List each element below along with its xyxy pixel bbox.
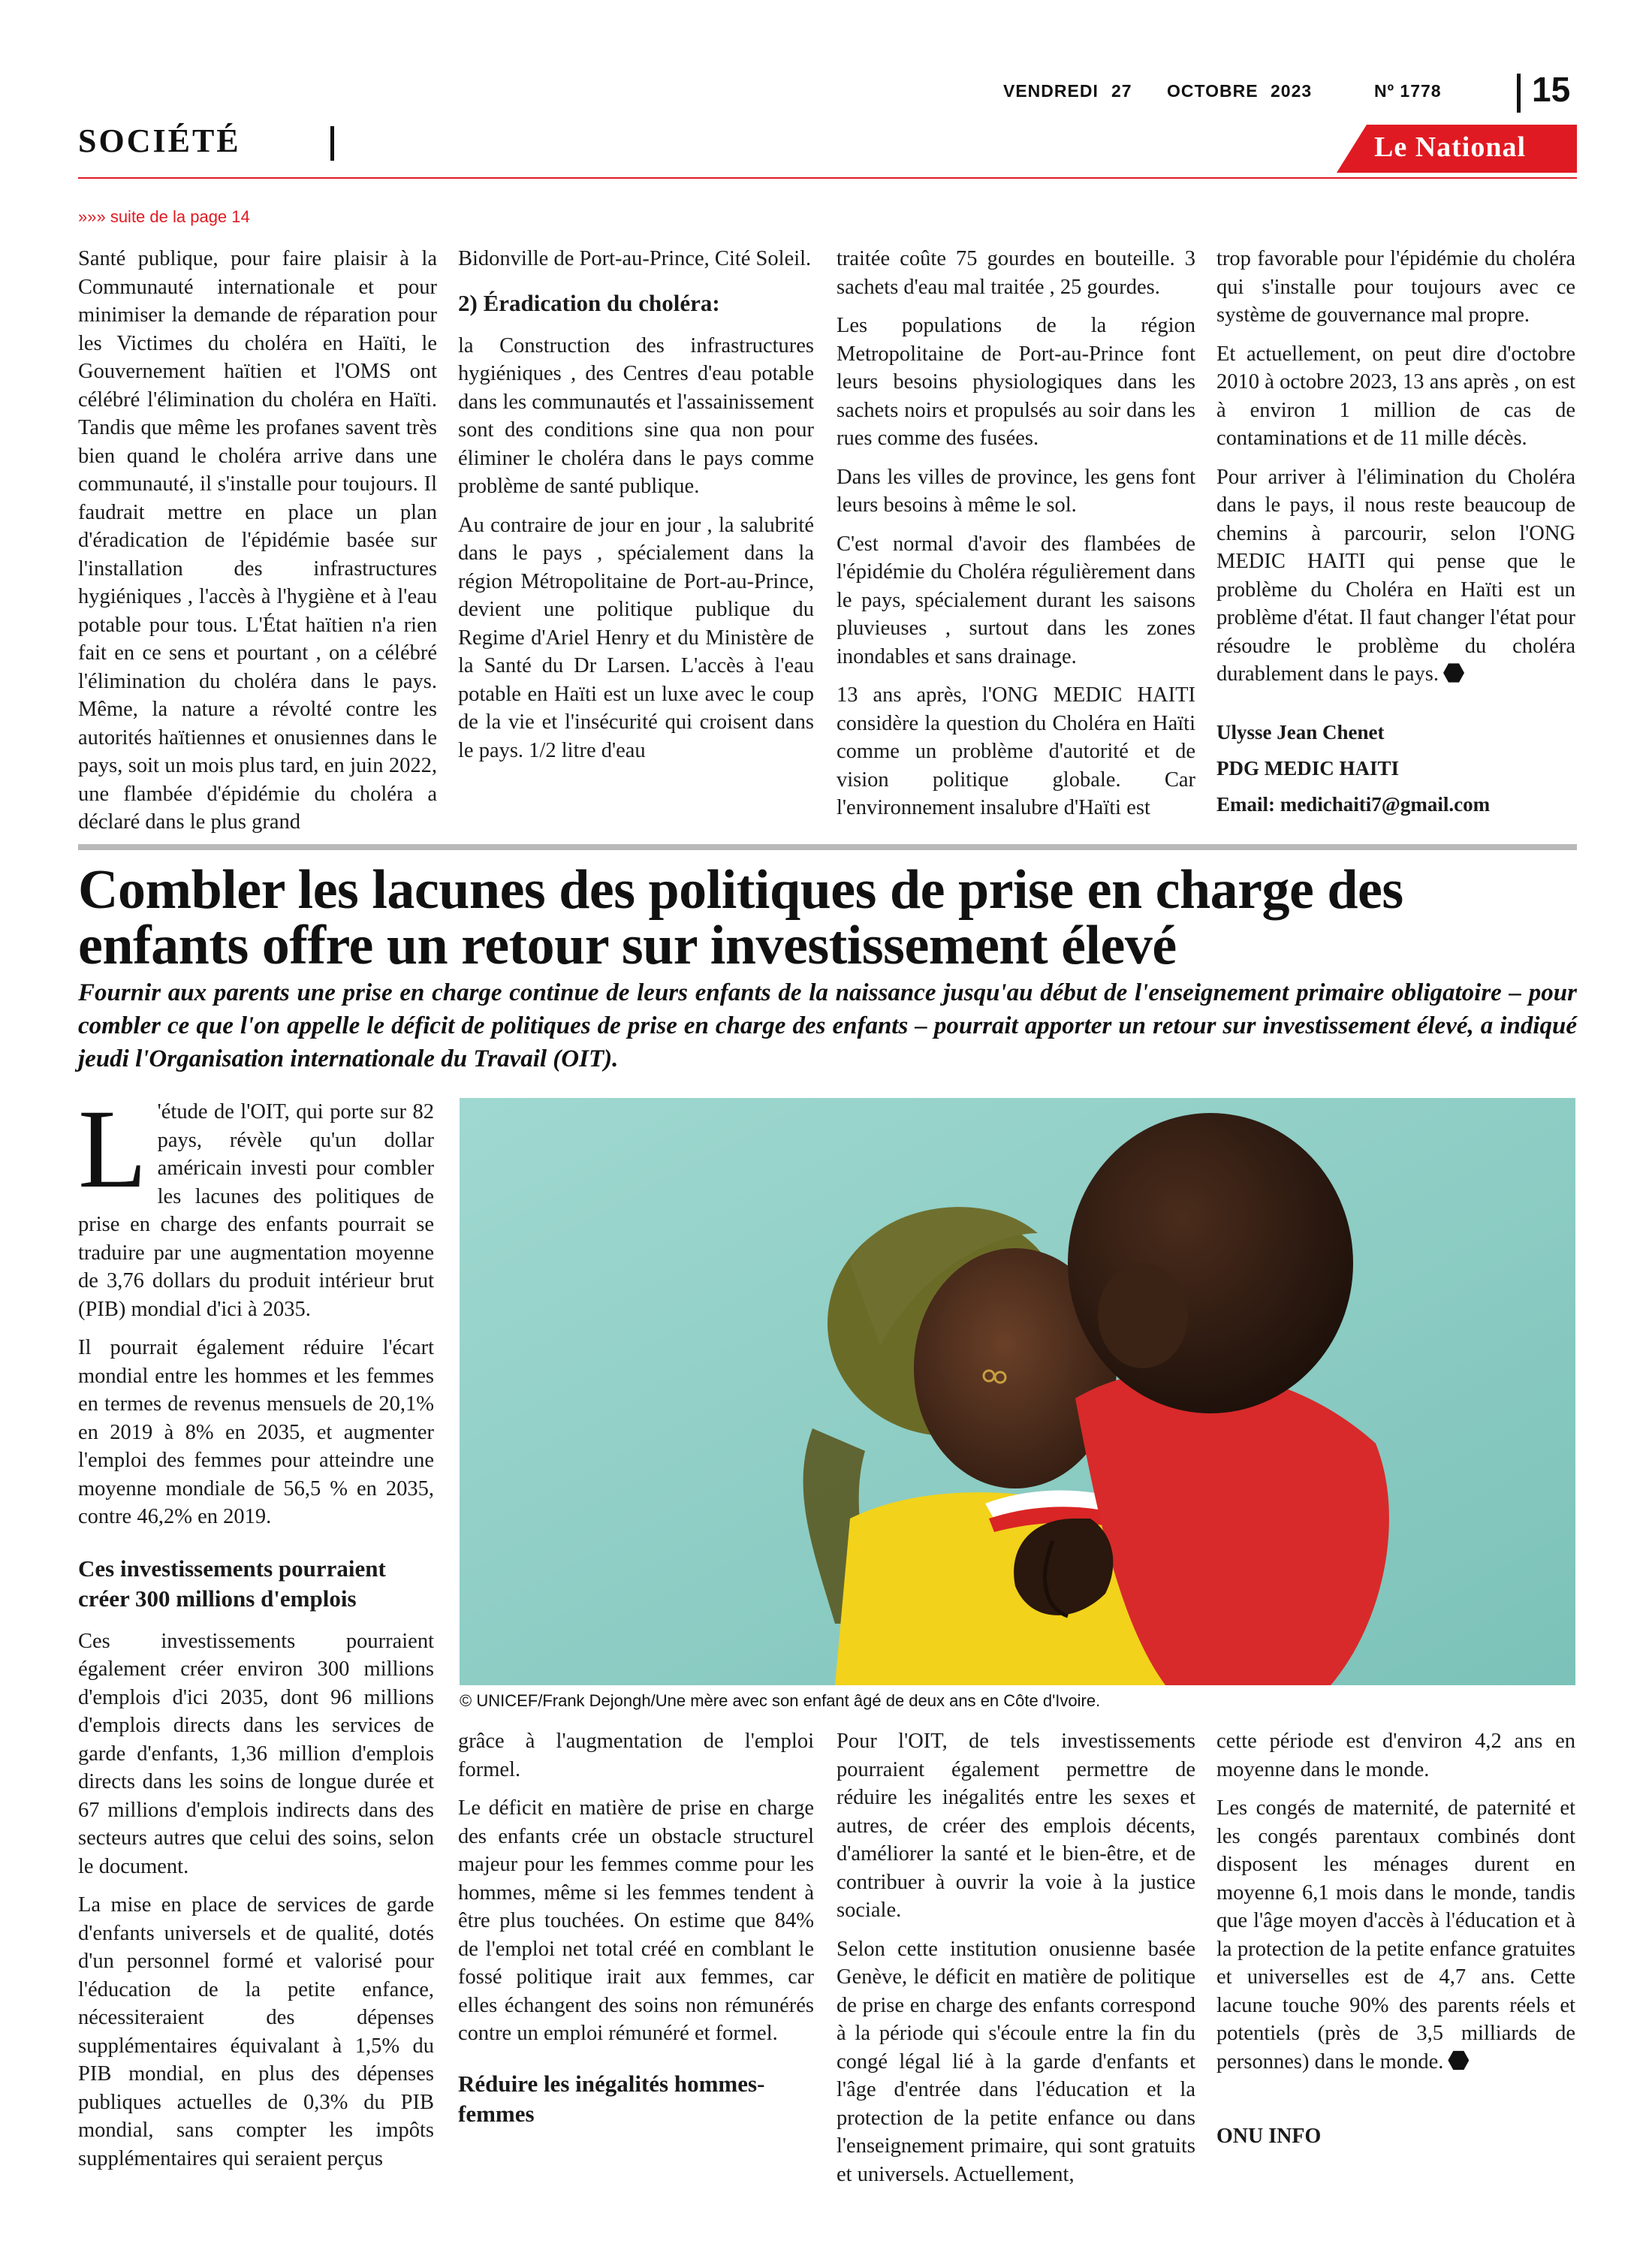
continued-from-label: »»» suite de la page 14: [78, 207, 250, 226]
paragraph-text: Pour arriver à l'élimination du Choléra dans le pays, il nous reste beaucoup de chemins à parcourir, selon l'ONG MEDIC HAITI qui pense que le problème du Choléra en Haïti est un problème d'état. Il faut changer l'état pour résoudre le problème du choléra durablement dans le pays.: [1216, 465, 1575, 686]
lead-paragraph-text: 'étude de l'OIT, qui porte sur 82 pays, révèle qu'un dollar américain investi pour combler les lacunes des politiques de prise en charge des enfants pourrait se traduire par une augmentation moyenne de 3,76 dollars du produit intérieur brut (PIB) mondial d'ici à 2035.: [78, 1100, 434, 1321]
paragraph: cette période est d'environ 4,2 ans en moyenne dans le monde.: [1216, 1730, 1575, 1781]
paragraph: Ces investissements pourraient également créer environ 300 millions d'emplois d'ici 2035, dont 96 millions d'emplois directs dans les services de garde d'enfants, 1,36 million d'emplois directs dans les soins de longue durée et 67 millions d'emplois indirects dans des secteurs autres que celui des soins, selon le document.: [78, 1629, 434, 1878]
main-article-column-4: [1216, 1727, 1575, 2151]
paragraph: C'est normal d'avoir des flambées de l'épidémie du Choléra régulièrement dans le pays, spécialement durant les saisons pluvieuses , surtout dans les zones inondables et sans drainage.: [837, 532, 1195, 668]
paragraph: Les populations de la région Metropolitaine de Port-au-Prince font leurs besoins physiologiques dans les sachets noirs et propulsés au soir dans les rues comme des fusées.: [837, 314, 1195, 450]
paragraph: Le déficit en matière de prise en charge des enfants crée un obstacle structurel majeur pour les femmes comme pour les hommes, même si les femmes tendent à être plus touchées. On estime que 84% de l'emploi net total créé en comblant le fossé politique irait aux femmes, car elles échangent des soins non rémunérés contre un emploi rémunéré et formel.: [458, 1796, 814, 2045]
article-headline: Combler les lacunes des politiques de prise en charge des enfants offre un retour sur investissement élevé: [78, 859, 1403, 976]
paragraph: Pour l'OIT, de tels investissements pourraient également permettre de réduire les inégalités entre les sexes et autres, de créer des emplois décents, d'améliorer la santé et le bien-être, et de contribuer à ouvrir la voie à la justice sociale.: [837, 1730, 1195, 1922]
issue-day: VENDREDI: [1003, 81, 1099, 101]
paragraph: trop favorable pour l'épidémie du choléra qui s'installe pour toujours avec ce système de gouvernance mal propre.: [1216, 247, 1575, 327]
end-of-article-icon: [1448, 2050, 1469, 2071]
paragraph: Au contraire de jour en jour , la salubrité dans le pays , spécialement dans la région Métropolitaine de Port-au-Prince, devient une politique publique du Regime d'Ariel Henry et du Ministère de la Santé du Dr Larsen. L'accès à l'eau potable en Haïti est un luxe avec le coup de la vie et l'insécurité qui croisent dans le pays. 1/2 litre d'eau: [458, 513, 814, 762]
top-article-column-2: [458, 245, 814, 775]
brand-logo-text: Le National: [1374, 131, 1527, 163]
paragraph: Et actuellement, on peut dire d'octobre 2010 à octobre 2023, 13 ans après , on est à environ 1 million de cas de contaminations et de 11 mille décès.: [1216, 342, 1575, 450]
paragraph: la Construction des infrastructures hygiéniques , des Centres d'eau potable dans les communautés et l'assainissement sont des conditions sine qua non pour éliminer le choléra dans le pays comme problème de santé publique.: [458, 333, 814, 498]
article-deck: Fournir aux parents une prise en charge continue de leurs enfants de la naissance jusqu'au début de l'enseignement primaire obligatoire – pour combler ce que l'on appelle le déficit de politiques de prise en charge des enfants – pourrait apporter un retour sur investissement élevé, a indiqué jeudi l'Organisation internationale du Travail (OIT).: [78, 979, 1577, 1072]
lead-paragraph: [78, 1087, 434, 1323]
paragraph-text: Les congés de maternité, de paternité et les congés parentaux combinés dont disposent les ménages durent en moyenne 6,1 mois dans le monde, tandis que l'âge moyen d'accès à l'éducation et à la protection de la petite enfance gratuites et universelles est de 4,7 ans. Cette lacune touche 90% des parents réels et potentiels (près de 3,5 milliards de personnes) dans le monde.: [1216, 1796, 1575, 2074]
paragraph: Dans les villes de province, les gens font leurs besoins à même le sol.: [837, 465, 1195, 517]
paragraph: Santé publique, pour faire plaisir à la Communauté internationale et pour minimiser la demande de réparation pour les Victimes du choléra en Haïti, le Gouvernement haïtien et l'OMS ont célébré l'élimination du choléra en Haïti. Tandis que même les profanes savent très bien quand le choléra arrive dans une communauté, il s'installe pour toujours. Il faudrait mettre en place un plan d'éradication de l'épidémie basée sur l'installation des infrastructures hygiéniques , l'accès à l'hygiène et à l'eau potable pour tous. L'État haïtien n'a rien fait en ce sens et pourtant , on a célébré l'élimination du choléra dans le pays. Même, la nature a révolté contre les autorités haïtiennes et onusiennes dans le pays, soit un mois plus tard, en juin 2022, une flambée d'épidémie du choléra a déclaré dans le plus grand: [78, 247, 437, 834]
page-number: 15: [1532, 70, 1571, 109]
paragraph: La mise en place de services de garde d'enfants universels et de qualité, dotés d'un personnel formé et valorisé pour l'éducation de la petite enfance, nécessiteraient des dépenses supplémentaires équivalant à 1,5% du PIB mondial, en plus des dépenses publiques actuelles de 0,3% du PIB mondial, sans compter les impôts supplémentaires qui seraient perçus: [78, 1893, 434, 2170]
paragraph: Bidonville de Port-au-Prince, Cité Soleil.: [458, 247, 812, 270]
article-divider: [78, 844, 1577, 850]
paragraph: Il pourrait également réduire l'écart mondial entre les hommes et les femmes en termes de revenus mensuels de 20,1% en 2019 à 8% en 2035, et augmenter l'emploi des femmes pour atteindre une moyenne mondiale de 56,5 % en 2035, contre 46,2% en 2019.: [78, 1336, 434, 1528]
article-photo: [460, 1098, 1575, 1685]
main-article-column-3: [837, 1727, 1195, 2199]
issue-date-num: 27: [1111, 81, 1132, 101]
paragraph: 13 ans après, l'ONG MEDIC HAITI considère la question du Choléra en Haïti comme un problème d'autorité et de vision politique globale. Car l'environnement insalubre d'Haïti est: [837, 683, 1195, 819]
subheading: Réduire les inégalités hommes-femmes: [458, 2070, 765, 2127]
paragraph: grâce à l'augmentation de l'emploi formel.: [458, 1730, 814, 1781]
page-number-divider: [1517, 74, 1521, 113]
subheading: 2) Éradication du choléra:: [458, 289, 720, 316]
author-name: Ulysse Jean Chenet: [1216, 720, 1385, 743]
photo-caption: © UNICEF/Frank Dejongh/Une mère avec son enfant âgé de deux ans en Côte d'Ivoire.: [460, 1691, 1101, 1710]
drop-cap: L: [78, 1087, 147, 1211]
article-source: ONU INFO: [1216, 2125, 1322, 2148]
issue-year: 2023: [1271, 81, 1313, 101]
main-article-column-2: [458, 1727, 814, 2143]
header-rule: [78, 177, 1577, 179]
subheading: Ces investissements pourraient créer 300 millions d'emplois: [78, 1555, 386, 1612]
end-of-article-icon: [1443, 662, 1464, 683]
issue-month: OCTOBRE: [1167, 81, 1259, 101]
issue-number: Nº 1778: [1374, 81, 1442, 101]
top-article-column-1: [78, 245, 437, 847]
paragraph: [1216, 1794, 1575, 2076]
top-article-column-3: [837, 245, 1195, 833]
main-article-lead-column: [78, 1087, 434, 2183]
paragraph: traitée coûte 75 gourdes en bouteille. 3 sachets d'eau mal traitée , 25 gourdes.: [837, 247, 1195, 299]
author-email: Email: medichaiti7@gmail.com: [1216, 792, 1491, 816]
paragraph: Selon cette institution onusienne basée Genève, le déficit en matière de politique de prise en charge des enfants correspond à la période qui s'écoule entre la fin du congé légal lié à la garde d'enfants et l'âge d'entrée dans l'éducation et la protection de la petite enfance ou dans l'enseignement primaire, qui sont gratuits et universels. Actuellement,: [837, 1937, 1195, 2186]
section-divider: [330, 126, 334, 161]
paragraph: [1216, 463, 1575, 689]
author-title: PDG MEDIC HAITI: [1216, 756, 1400, 780]
section-title: SOCIÉTÉ: [78, 122, 241, 159]
top-article-column-4: [1216, 245, 1575, 827]
mother-child-illustration: [460, 1098, 1575, 1685]
